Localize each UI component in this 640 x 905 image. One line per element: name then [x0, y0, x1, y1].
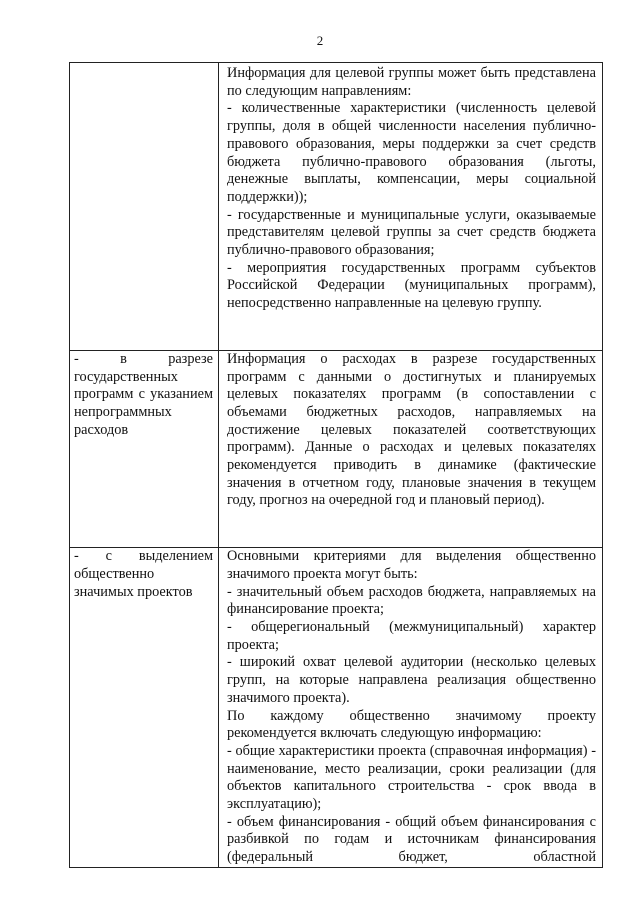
paragraph: По каждому общественно значимому проекту рекомендуется включать следующую информацию: — [227, 707, 596, 742]
list-item: - общерегиональный (межмуниципальный) характер проекта; — [227, 618, 596, 653]
table-row — [70, 63, 603, 351]
paragraph: Информация о расходах в разрезе государственных программ с данными о достигнутых и планируемых целевых показателях программ (в сопоставлении с объемами бюджетных расходов, направляемых на достижение целевых показателей соответствующих программ). Данные о расходах и целевых показателях рекомендуется приводить в динамике (фактические значения в отчетном году, плановые значения в текущем году, прогноз на очередной год и плановый период). — [227, 350, 596, 509]
right-cell-3 — [219, 548, 603, 868]
table-row — [70, 548, 603, 868]
list-item: - объем финансирования - общий объем финансирования с разбивкой по годам и источникам финансирования (федеральный бюджет, областной — [227, 813, 596, 866]
paragraph: Основными критериями для выделения общественно значимого проекта могут быть: — [227, 548, 596, 582]
left-cell-text: - с выделением общественно значимых проектов — [74, 548, 213, 600]
right-cell-1 — [219, 63, 603, 351]
paragraph: Информация для целевой группы может быть представлена по следующим направлениям: — [227, 65, 596, 99]
left-cell-1 — [70, 63, 219, 351]
left-cell-text: - в разрезе государственных программ с указанием непрограммных расходов — [74, 350, 213, 438]
list-item: - значительный объем расходов бюджета, направляемых на финансирование проекта; — [227, 583, 596, 618]
list-item: - мероприятия государственных программ субъектов Российской Федерации (муниципальных программ), непосредственно направленные на целевую группу. — [227, 259, 596, 312]
right-cell-2 — [219, 350, 603, 547]
document-table — [69, 62, 603, 868]
table-row — [70, 350, 603, 547]
page-number: 2 — [316, 33, 324, 48]
left-cell-2 — [70, 350, 219, 547]
left-cell-3 — [70, 548, 219, 868]
list-item: - широкий охват целевой аудитории (несколько целевых групп, на которые направлена реализация общественно значимого проекта). — [227, 654, 596, 706]
list-item: - количественные характеристики (численность целевой группы, доля в общей численности населения публично-правового образования, меры поддержки за счет средств бюджета публично-правового образования (льготы, денежные выплаты, компенсации, меры социальной поддержки)); — [227, 100, 596, 205]
list-item: - государственные и муниципальные услуги, оказываемые представителям целевой группы за счет средств бюджета публично-правового образования; — [227, 206, 596, 259]
list-item: - общие характеристики проекта (справочная информация) - наименование, место реализации, сроки реализации (для объектов капитального строительства - срок ввода в эксплуатацию); — [227, 742, 596, 813]
